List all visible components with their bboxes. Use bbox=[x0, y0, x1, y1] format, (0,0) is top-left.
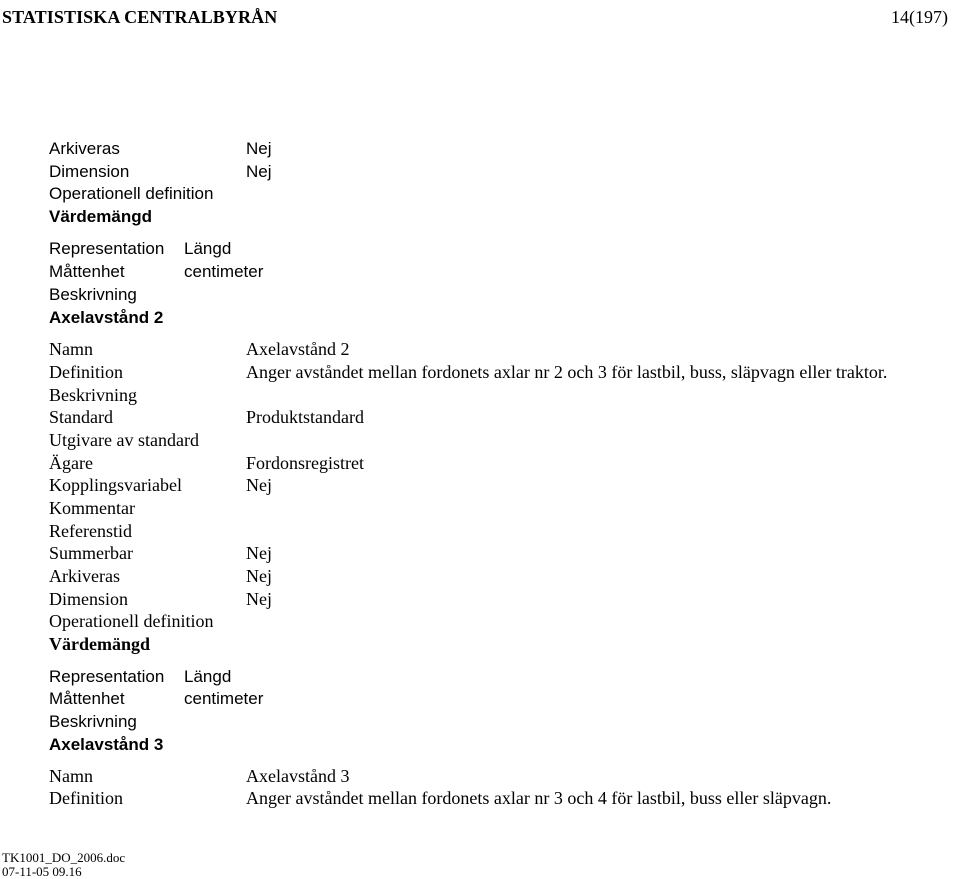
arkiveras-value: Nej bbox=[246, 566, 272, 586]
agare-label: Ägare bbox=[49, 453, 93, 473]
kopplingsvariabel-label: Kopplingsvariabel bbox=[49, 475, 182, 495]
mattenhet-value: centimeter bbox=[184, 689, 264, 708]
kommentar-label: Kommentar bbox=[49, 498, 135, 518]
agare-value: Fordonsregistret bbox=[246, 453, 364, 473]
dimension-value: Nej bbox=[246, 162, 272, 181]
arkiveras-label: Arkiveras bbox=[49, 139, 120, 158]
mattenhet-label: Måttenhet bbox=[49, 262, 125, 281]
mattenhet-label: Måttenhet bbox=[49, 689, 125, 708]
definition-label: Definition bbox=[49, 788, 123, 808]
beskrivning-label: Beskrivning bbox=[49, 285, 137, 304]
dimension-label: Dimension bbox=[49, 162, 130, 181]
operationell-definition-label: Operationell definition bbox=[49, 184, 214, 203]
page-header bbox=[0, 6, 960, 30]
standard-value: Produktstandard bbox=[246, 407, 364, 427]
mattenhet-value: centimeter bbox=[184, 262, 264, 281]
representation-value: Längd bbox=[184, 667, 232, 686]
standard-label: Standard bbox=[49, 407, 113, 427]
representation-value: Längd bbox=[184, 239, 232, 258]
namn-label: Namn bbox=[49, 339, 93, 359]
operationell-definition-label: Operationell definition bbox=[49, 611, 214, 631]
variable-heading: Axelavstånd 3 bbox=[49, 735, 164, 754]
beskrivning-label: Beskrivning bbox=[49, 712, 137, 731]
summerbar-label: Summerbar bbox=[49, 543, 133, 563]
namn-label: Namn bbox=[49, 766, 93, 786]
definition-value: Anger avståndet mellan fordonets axlar nr 2 och 3 för lastbil, buss, släpvagn eller traktor. bbox=[246, 362, 888, 382]
footer-filename: TK1001_DO_2006.doc bbox=[2, 850, 126, 865]
definition-label: Definition bbox=[49, 362, 123, 382]
summerbar-value: Nej bbox=[246, 543, 272, 563]
footer-date: 07-11-05 09.16 bbox=[2, 864, 82, 879]
beskrivning-label: Beskrivning bbox=[49, 385, 137, 405]
dimension-value: Nej bbox=[246, 589, 272, 609]
referenstid-label: Referenstid bbox=[49, 521, 132, 541]
utgivare-label: Utgivare av standard bbox=[49, 430, 199, 450]
organization-name: STATISTISKA CENTRALBYRÅN bbox=[2, 7, 278, 27]
definition-value: Anger avståndet mellan fordonets axlar nr 3 och 4 för lastbil, buss eller släpvagn. bbox=[246, 788, 832, 808]
arkiveras-value: Nej bbox=[246, 139, 272, 158]
representation-label: Representation bbox=[49, 667, 165, 686]
arkiveras-label: Arkiveras bbox=[49, 566, 120, 586]
namn-value: Axelavstånd 2 bbox=[246, 339, 350, 359]
vardemangd-heading: Värdemängd bbox=[49, 207, 152, 226]
variable-heading: Axelavstånd 2 bbox=[49, 308, 164, 327]
representation-label: Representation bbox=[49, 239, 165, 258]
dimension-label: Dimension bbox=[49, 589, 128, 609]
vardemangd-heading: Värdemängd bbox=[49, 634, 151, 654]
kopplingsvariabel-value: Nej bbox=[246, 475, 272, 495]
page-number: 14(197) bbox=[891, 7, 948, 27]
namn-value: Axelavstånd 3 bbox=[246, 766, 350, 786]
